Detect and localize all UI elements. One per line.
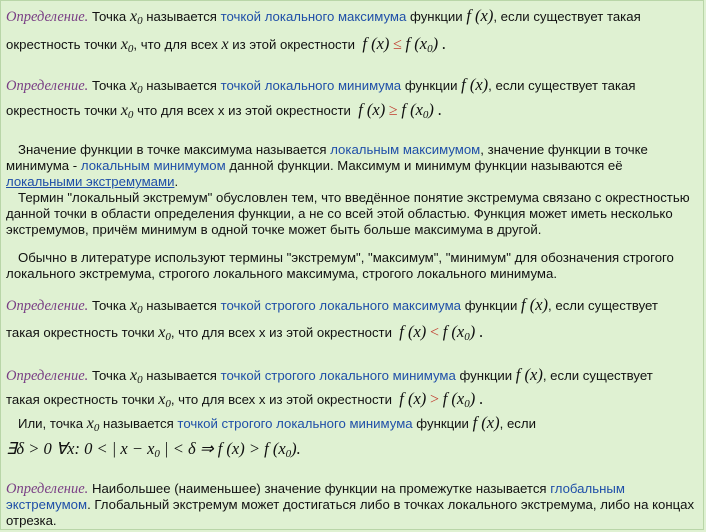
- def2-ineq-sub: 0: [422, 109, 429, 121]
- def4-line2a: такая окрестность точки: [6, 392, 155, 407]
- def4-or-term-link[interactable]: точкой строгого локального минимума: [177, 416, 413, 431]
- def4-formula-sub: 0: [154, 448, 160, 460]
- def1-label: Определение.: [6, 9, 89, 25]
- def2-var-x: x: [129, 77, 138, 94]
- para1-term-local-extremums[interactable]: локальными экстремумами: [6, 174, 175, 189]
- para2-b: локального экстремума, строгого локального максимума, строгого локального минимума.: [6, 266, 557, 281]
- def3-line2b: , что для всех: [170, 325, 256, 340]
- para1-f: Термин "локальный экстремум" обусловлен тем, что введённое понятие экстремума связано с окрестностью: [18, 190, 690, 205]
- def2-label: Определение.: [6, 78, 89, 94]
- def4-formula-sub2: 0: [285, 448, 292, 460]
- def4-ineq-sub: 0: [464, 398, 470, 410]
- def2-var-idx: 0: [137, 84, 143, 96]
- def4-or-fx: f (x): [472, 413, 500, 432]
- def1-x: x: [221, 36, 229, 53]
- def4-var-x: x: [129, 367, 138, 384]
- def4-t2: называется: [146, 368, 217, 383]
- para1-line2: [6, 158, 623, 174]
- def3-line2: [6, 324, 483, 342]
- def4-or-c: функции: [416, 416, 469, 431]
- def4-t3: функции: [459, 368, 513, 383]
- def2-sign: ≥: [388, 102, 398, 119]
- def3-ineq-right: f (x: [442, 322, 465, 341]
- def3-term-link[interactable]: точкой строгого локального максимума: [220, 298, 462, 313]
- def3-line1: [6, 297, 658, 315]
- def2-line2c: из этой окрестности: [228, 103, 351, 118]
- def3-x: x: [258, 325, 266, 340]
- def1-line2c: из этой окрестности: [232, 37, 356, 52]
- def3-var-x: x: [129, 297, 138, 314]
- para1-d: данной функции. Максимум и минимум функции называются её: [225, 158, 623, 173]
- def4-or-var: [87, 415, 100, 432]
- def4-line1: [6, 367, 653, 385]
- def4-t4: , если существует: [542, 368, 653, 383]
- def4-var2-idx: 0: [165, 398, 171, 410]
- def1-line2: [6, 36, 446, 54]
- para2-a: Обычно в литературе используют термины "экстремум", "максимум", "минимум" для обозначения строгого: [18, 250, 674, 265]
- def4-ineq-left: f (x): [399, 389, 427, 408]
- def4-label: Определение.: [6, 368, 89, 384]
- para1-line3: [6, 174, 178, 190]
- def3-var2: [158, 324, 171, 341]
- def1-ineq-sub: 0: [427, 43, 433, 55]
- def1-term-link[interactable]: точкой локального максимума: [220, 9, 407, 24]
- def4-formula: [6, 441, 301, 459]
- def3-t3: функции: [464, 298, 518, 313]
- def3-var2-x: x: [158, 324, 166, 341]
- def2-term-link[interactable]: точкой локального минимума: [220, 78, 402, 93]
- def4-t1: Точка: [91, 368, 127, 383]
- def3-t1: Точка: [91, 298, 127, 313]
- def4-term-link[interactable]: точкой строгого локального минимума: [220, 368, 456, 383]
- def4-or-line: [18, 415, 536, 433]
- para1-term-local-max[interactable]: локальным максимумом: [330, 142, 481, 157]
- def4-ineq-end: ) .: [469, 389, 484, 408]
- def1-var2-x: x: [120, 36, 128, 53]
- def1-var: [130, 8, 143, 25]
- def4-or-b: называется: [103, 416, 174, 431]
- def3-t4: , если существует: [548, 298, 658, 313]
- def5-term-extremum[interactable]: экстремумом: [6, 497, 88, 512]
- def5-c: отрезка.: [6, 513, 57, 528]
- def2-t2: называется: [146, 78, 217, 93]
- para1-a: Значение функции в точке максимума называется: [18, 142, 331, 157]
- def5-line1: [6, 481, 625, 497]
- def1-fx: f (x): [466, 6, 494, 25]
- def2-ineq-right: f (x: [401, 100, 423, 119]
- para1-e: .: [174, 174, 179, 189]
- def2-line2: [6, 102, 442, 120]
- def3-line2a: такая окрестность точки: [6, 325, 155, 340]
- def4-x: x: [258, 392, 266, 407]
- def5-label: Определение.: [6, 481, 89, 497]
- def1-sign: ≤: [393, 36, 402, 53]
- def3-ineq-left: f (x): [399, 322, 427, 341]
- def1-t2: называется: [146, 9, 217, 24]
- def4-fx: f (x): [515, 365, 543, 384]
- def1-var-idx: 0: [137, 15, 143, 27]
- def2-var2: [121, 102, 134, 119]
- def3-t2: называется: [146, 298, 217, 313]
- def4-var2: [158, 391, 171, 408]
- para1-term-local-min[interactable]: локальным минимумом: [80, 158, 226, 173]
- def4-or-var-idx: 0: [93, 422, 100, 434]
- def5-b: . Глобальный экстремум может достигаться либо в точках локального экстремума, либо на концах: [87, 497, 695, 512]
- para1-g: данной точки в области определения функции, а не со всей этой областью. Функция может иметь несколько: [6, 206, 673, 221]
- def3-sign: <: [429, 324, 440, 341]
- def4-line2b: , что для всех: [170, 392, 256, 407]
- def3-fx: f (x): [521, 295, 549, 314]
- def2-var2-idx: 0: [127, 109, 134, 121]
- def1-line2b: , что для всех: [133, 37, 218, 52]
- def1-line2a: окрестность точки: [6, 37, 118, 52]
- def3-label: Определение.: [6, 298, 89, 314]
- def4-var: [130, 367, 143, 384]
- def2-line1: [6, 77, 636, 95]
- def3-ineq-sub: 0: [464, 331, 470, 343]
- def1-var-x: x: [129, 8, 138, 25]
- def4-formula-end: ).: [291, 439, 301, 458]
- def5-a: Наибольшее (наименьшее) значение функции на промежутке называется: [91, 481, 551, 496]
- def4-or-d: , если: [499, 416, 536, 431]
- def3-var: [130, 297, 143, 314]
- def4-line2c: из этой окрестности: [269, 392, 392, 407]
- def4-or-a: Или, точка: [18, 416, 84, 431]
- def1-t1: Точка: [91, 9, 127, 24]
- def2-t3: функции: [404, 78, 458, 93]
- def2-ineq-end: ) .: [428, 100, 443, 119]
- def5-term-global[interactable]: глобальным: [550, 481, 625, 496]
- def1-ineq-left: f (x): [362, 34, 390, 53]
- para1-line1: [18, 142, 648, 158]
- def4-formula-b: | < δ ⇒ f (x) > f (x: [159, 439, 286, 458]
- def1-var2: [121, 36, 134, 53]
- def4-var-idx: 0: [137, 374, 143, 386]
- def2-line2a: окрестность точки: [6, 103, 118, 118]
- def2-line2b: что для всех: [137, 103, 215, 118]
- def4-line2: [6, 391, 483, 409]
- def4-var2-x: x: [158, 391, 166, 408]
- def1-t3: функции: [410, 9, 463, 24]
- def2-t1: Точка: [91, 78, 127, 93]
- def1-t4: , если существует такая: [493, 9, 641, 24]
- def2-x: x: [217, 103, 225, 118]
- para1-c: минимума -: [6, 158, 81, 173]
- def5-line2: [6, 497, 694, 513]
- def3-line2c: из этой окрестности: [269, 325, 392, 340]
- def2-fx: f (x): [461, 75, 489, 94]
- def1-ineq-right: f (x: [405, 34, 428, 53]
- def4-or-var-x: x: [86, 415, 94, 432]
- para1-b: , значение функции в точке: [480, 142, 648, 157]
- def4-sign: >: [429, 391, 440, 408]
- def1-var2-idx: 0: [127, 43, 134, 55]
- def3-var2-idx: 0: [165, 331, 171, 343]
- para1-h: экстремумов, причём минимум в одной точке может быть больше максимума в другой.: [6, 222, 542, 237]
- def1-line1: [6, 8, 641, 26]
- def2-var: [130, 77, 143, 94]
- def2-t4: , если существует такая: [488, 78, 636, 93]
- def3-ineq-end: ) .: [469, 322, 484, 341]
- def2-var2-x: x: [120, 102, 128, 119]
- def4-formula-a: ∃δ > 0 ∀x: 0 < | x − x: [6, 439, 155, 458]
- def1-ineq-end: ) .: [432, 34, 447, 53]
- def3-var-idx: 0: [137, 304, 143, 316]
- def4-ineq-right: f (x: [442, 389, 465, 408]
- def2-ineq-left: f (x): [358, 100, 386, 119]
